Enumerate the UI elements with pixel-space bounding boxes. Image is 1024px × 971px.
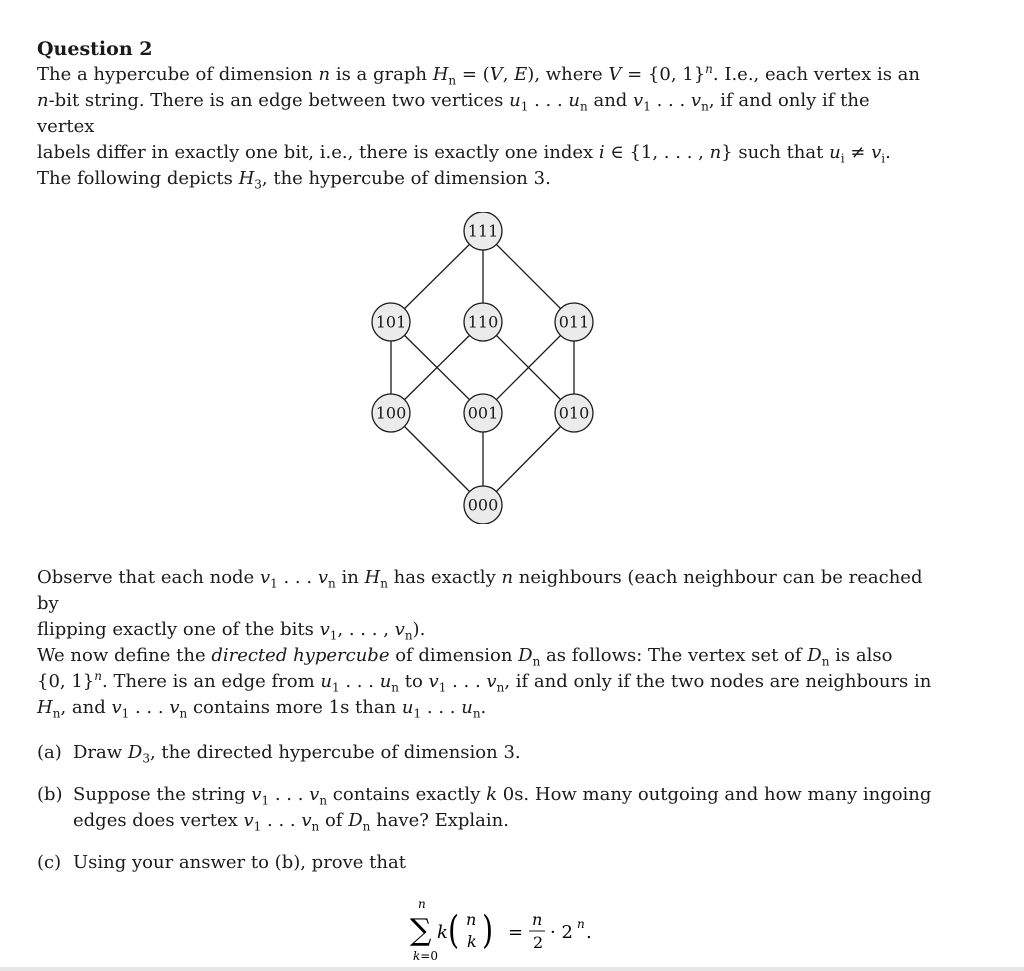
node-000 xyxy=(464,486,502,524)
svg-text:(: ( xyxy=(448,907,460,953)
svg-text:010: 010 xyxy=(558,403,590,423)
svg-text:001: 001 xyxy=(467,403,499,423)
svg-text:101: 101 xyxy=(375,312,407,332)
svg-text:100: 100 xyxy=(375,403,407,423)
node-111 xyxy=(464,212,502,250)
question-block xyxy=(37,36,932,192)
svg-text:n: n xyxy=(418,897,426,911)
question-parts xyxy=(37,740,932,892)
summation-formula xyxy=(410,894,600,966)
question-title: Question 2 xyxy=(37,38,153,60)
node-101 xyxy=(372,303,410,341)
hypercube-graph xyxy=(358,212,608,524)
hypercube-definition: The a hypercube of dimension n is a graph $H_n = (V$, E), where V = {0, 1}$^n$. I.e., each vertex is an n-bit string. There is an edge between two vertices $u_1$ . . . $u_n$ and $v_1$ . . . $v_n$, if and only if the vertex labels differ in exactly one bit, i.e., there is exactly one index i ∈ {1, . . . , n} such that $u_i \ne v_i$. xyxy=(37,62,921,166)
page-bottom-border xyxy=(0,967,1024,971)
svg-text:): ) xyxy=(482,907,494,953)
depicts-sentence: The following depicts $H_3$, the hypercube of dimension 3. xyxy=(37,168,551,192)
svg-text:011: 011 xyxy=(558,312,590,332)
svg-text:∑: ∑ xyxy=(410,913,432,948)
svg-text:k=0: k=0 xyxy=(413,949,438,963)
directed-hypercube-definition: We now define the directed hypercube of dimension $D_n$ as follows: The vertex set of $D_n$ is also {0, 1}$^n$. There is an edge from $u_1$ . . . $u_n$ to $v_1$ . . . $v_n$, if and only if the two nodes are neighbours in $H_n$, and $v_1$ . . . $v_n$ contains more 1s than $u_1$ . . . $u_n$. xyxy=(37,645,932,721)
node-110 xyxy=(464,303,502,341)
part-a: (a) Draw $D_3$, the directed hypercube of dimension 3. xyxy=(37,742,521,766)
svg-text:000: 000 xyxy=(467,495,499,515)
node-001 xyxy=(464,394,502,432)
svg-text:=: = xyxy=(508,922,524,943)
node-011 xyxy=(555,303,593,341)
svg-text:k: k xyxy=(467,932,477,951)
node-010 xyxy=(555,394,593,432)
graph-edges xyxy=(391,231,574,505)
node-100 xyxy=(372,394,410,432)
svg-text:· 2: · 2 xyxy=(550,922,573,943)
observation-block xyxy=(37,565,932,721)
observe-paragraph: Observe that each node $v_1$ . . . $v_n$ in $H_n$ has exactly n neighbours (each neighbour can be reached by flipping exactly one of the bits $v_1$, . . . , $v_n$). xyxy=(37,567,923,643)
svg-text:110: 110 xyxy=(467,312,499,332)
svg-text:n: n xyxy=(466,910,477,929)
svg-text:2: 2 xyxy=(533,933,544,952)
part-b: (b) Suppose the string $v_1$ . . . $v_n$ contains exactly k 0s. How many outgoing and how many ingoing edges does vertex $v_1$ . . . $v_n$ of $D_n$ have? Explain. xyxy=(37,784,932,834)
svg-text:k: k xyxy=(437,922,448,943)
svg-text:111: 111 xyxy=(467,221,499,241)
svg-text:n: n xyxy=(577,917,585,931)
svg-text:n: n xyxy=(532,910,543,929)
part-c: (c) Using your answer to (b), prove that xyxy=(37,852,406,873)
svg-text:.: . xyxy=(586,922,592,943)
